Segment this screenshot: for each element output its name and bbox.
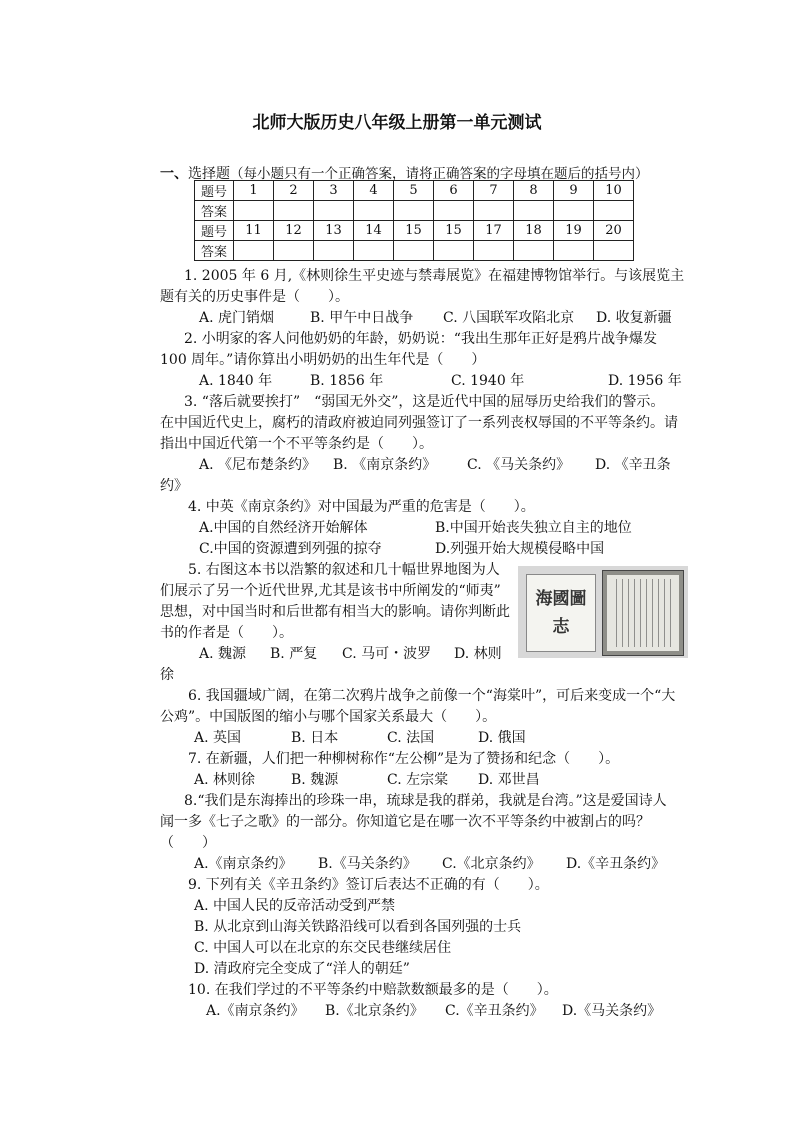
table-cell: 题号	[195, 221, 234, 241]
question-text: 4. 中英《南京条约》对中国最为严重的危害是（ ）。	[188, 499, 535, 515]
option-c: C.《北京条约》	[442, 856, 541, 872]
option-a: A. 中国人民的反帝活动受到严禁	[194, 898, 396, 914]
answer-cell[interactable]	[434, 241, 474, 261]
question-text: 们展示了另一个近代世界,尤其是该书中所阐发的“师夷”	[160, 583, 501, 599]
option-b: B.《北京条约》	[325, 1003, 424, 1019]
question-text: 1. 2005 年 6 月,《林则徐生平史迹与禁毒展览》在福建博物馆举行。与该展览主	[184, 268, 685, 284]
question-text: 书的作者是（ ）。	[160, 625, 293, 641]
question-text: 100 周年。”请你算出小明奶奶的出生年代是（ ）	[160, 352, 486, 368]
table-cell: 13	[314, 221, 354, 241]
option-c: C. 1940 年	[451, 373, 525, 389]
book-cover	[526, 574, 596, 652]
question-text: 思想，对中国当时和后世都有相当大的影响。请你判断此	[160, 604, 510, 620]
answer-cell[interactable]	[514, 201, 554, 221]
option-d: D.列强开始大规模侵略中国	[435, 541, 605, 557]
option-d: D. 收复新疆	[596, 310, 672, 326]
table-row	[195, 181, 634, 201]
option-a: A. 英国	[194, 730, 242, 746]
answer-cell[interactable]	[234, 241, 274, 261]
option-c: C. 法国	[387, 730, 435, 746]
option-c: C. 《马关条约》	[467, 457, 571, 473]
answer-cell[interactable]	[594, 201, 634, 221]
table-row	[195, 201, 634, 221]
question-text: 3. “落后就要挨打” “弱国无外交”，这是近代中国的屈辱历史给我们的警示。	[184, 394, 665, 410]
table-cell: 18	[514, 221, 554, 241]
table-cell: 10	[594, 181, 634, 201]
answer-table	[194, 180, 634, 261]
option-a: A. 《尼布楚条约》	[199, 457, 317, 473]
book-page	[602, 570, 684, 656]
answer-cell[interactable]	[274, 201, 314, 221]
option-d: D. 邓世昌	[478, 772, 540, 788]
question-text: 公鸡”。中国版图的缩小与哪个国家关系最大（ ）。	[160, 709, 497, 725]
table-cell: 2	[274, 181, 314, 201]
option-d: D. 《辛丑条	[595, 457, 671, 473]
option-a: A. 1840 年	[199, 373, 273, 389]
table-cell: 12	[274, 221, 314, 241]
option-d: D. 1956 年	[608, 373, 682, 389]
question-text: 闻一多《七子之歌》的一部分。你知道它是在哪一次不平等条约中被割占的吗？	[160, 814, 650, 830]
option-c: C. 马可・波罗	[342, 646, 432, 662]
book-page-text	[607, 575, 679, 651]
answer-cell[interactable]	[394, 241, 434, 261]
table-cell: 答案	[195, 201, 234, 221]
question-text: 约》	[160, 478, 188, 494]
option-d: D. 清政府完全变成了“洋人的朝廷”	[194, 961, 410, 977]
table-cell: 11	[234, 221, 274, 241]
table-cell: 20	[594, 221, 634, 241]
question-text: 10. 在我们学过的不平等条约中赔款数额最多的是（ ）。	[188, 982, 558, 998]
question-text: 5. 右图这本书以浩繁的叙述和几十幅世界地图为人	[188, 562, 500, 578]
option-c: C. 八国联军攻陷北京	[443, 310, 575, 326]
option-c: C. 中国人可以在北京的东交民巷继续居住	[194, 940, 452, 956]
option-b: B. 日本	[291, 730, 339, 746]
table-row	[195, 221, 634, 241]
option-d: D. 俄国	[478, 730, 526, 746]
book-image	[518, 566, 688, 658]
option-d: D. 林则	[454, 646, 502, 662]
seal-text: 海國圖志	[535, 589, 587, 637]
page-title: 北师大版历史八年级上册第一单元测试	[252, 113, 542, 133]
question-text: 题有关的历史事件是（ ）。	[160, 289, 349, 305]
table-cell: 15	[394, 221, 434, 241]
option-d: D.《辛丑条约》	[566, 856, 666, 872]
answer-cell[interactable]	[514, 241, 554, 261]
answer-cell[interactable]	[314, 201, 354, 221]
question-text: 徐	[160, 667, 174, 683]
answer-cell[interactable]	[314, 241, 354, 261]
answer-cell[interactable]	[474, 241, 514, 261]
answer-cell[interactable]	[354, 241, 394, 261]
question-text: 指出中国近代第一个不平等条约是（ ）。	[160, 436, 433, 452]
question-text: 9. 下列有关《辛丑条约》签订后表达不正确的有（ ）。	[188, 877, 549, 893]
option-a: A. 林则徐	[194, 772, 256, 788]
option-b: B. 甲午中日战争	[310, 310, 414, 326]
option-b: B.中国开始丧失独立自主的地位	[435, 520, 632, 536]
answer-cell[interactable]	[554, 201, 594, 221]
option-c: C.中国的资源遭到列强的掠夺	[199, 541, 382, 557]
answer-cell[interactable]	[354, 201, 394, 221]
answer-cell[interactable]	[554, 241, 594, 261]
table-cell: 9	[554, 181, 594, 201]
text-columns	[611, 579, 675, 647]
option-a: A.《南京条约》	[194, 856, 293, 872]
table-row	[195, 241, 634, 261]
answer-cell[interactable]	[474, 201, 514, 221]
table-cell: 6	[434, 181, 474, 201]
table-cell: 1	[234, 181, 274, 201]
table-cell: 7	[474, 181, 514, 201]
table-cell: 19	[554, 221, 594, 241]
question-text: （ ）	[160, 835, 216, 851]
option-c: C. 左宗棠	[387, 772, 449, 788]
answer-cell[interactable]	[594, 241, 634, 261]
option-b: B. 《南京条约》	[333, 457, 437, 473]
answer-cell[interactable]	[394, 201, 434, 221]
table-cell: 4	[354, 181, 394, 201]
section-instructions: （每小题只有一个正确答案，请将正确答案的字母填在题后的括号内）	[230, 166, 649, 182]
table-cell: 5	[394, 181, 434, 201]
section-name: 选择题	[188, 166, 230, 182]
question-text: 6. 我国疆域广阔，在第二次鸦片战争之前像一个“海棠叶”，可后来变成一个“大	[188, 688, 676, 704]
option-b: B. 魏源	[291, 772, 339, 788]
question-text: 2. 小明家的客人问他奶奶的年龄，奶奶说：“我出生那年正好是鸦片战争爆发	[184, 331, 657, 347]
question-text: 在中国近代史上，腐朽的清政府被迫同列强签订了一系列丧权辱国的不平等条约。请	[160, 415, 678, 431]
option-a: A. 魏源	[199, 646, 247, 662]
option-a: A. 虎门销烟	[199, 310, 275, 326]
option-d: D.《马关条约》	[562, 1003, 662, 1019]
table-cell: 答案	[195, 241, 234, 261]
answer-cell[interactable]	[434, 201, 474, 221]
option-b: B. 从北京到山海关铁路沿线可以看到各国列强的士兵	[194, 919, 522, 935]
answer-cell[interactable]	[234, 201, 274, 221]
option-a: A.中国的自然经济开始解体	[199, 520, 368, 536]
question-text: 8.“我们是东海捧出的珍珠一串，琉球是我的群弟，我就是台湾。”这是爱国诗人	[184, 793, 667, 809]
option-b: B. 1856 年	[310, 373, 384, 389]
option-a: A.《南京条约》	[206, 1003, 305, 1019]
table-cell: 15	[434, 221, 474, 241]
table-cell: 3	[314, 181, 354, 201]
option-b: B.《马关条约》	[318, 856, 417, 872]
table-cell: 题号	[195, 181, 234, 201]
table-cell: 14	[354, 221, 394, 241]
answer-cell[interactable]	[274, 241, 314, 261]
section-number: 一、	[160, 166, 188, 182]
question-text: 7. 在新疆，人们把一种柳树称作“左公柳”是为了赞扬和纪念（ ）。	[188, 751, 620, 767]
table-cell: 8	[514, 181, 554, 201]
option-c: C.《辛丑条约》	[445, 1003, 544, 1019]
option-b: B. 严复	[270, 646, 318, 662]
table-cell: 17	[474, 221, 514, 241]
